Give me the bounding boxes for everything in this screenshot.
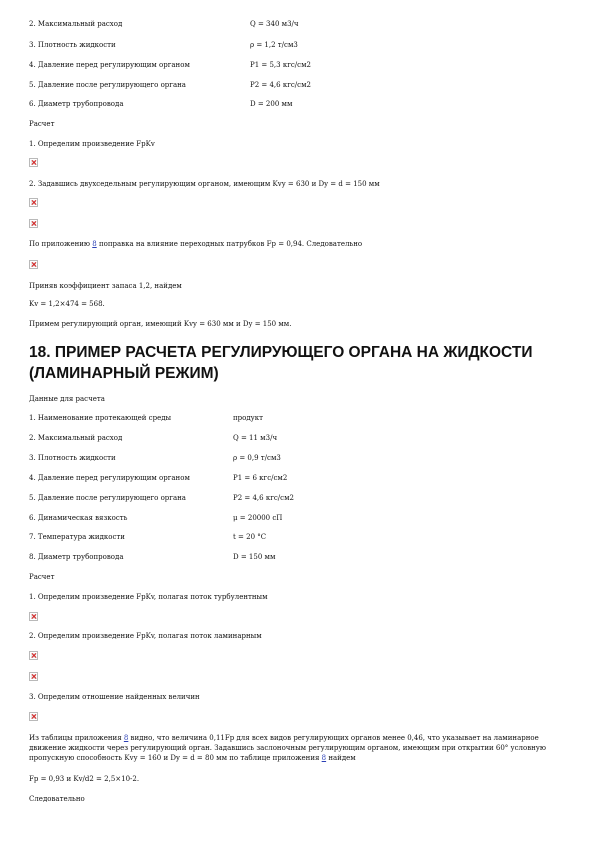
param-label: 6. Диаметр трубопровода — [29, 100, 124, 108]
step-text: 1. Определим произведение FpKv — [29, 140, 155, 148]
param-value: P1 = 5,3 кгс/см2 — [250, 61, 311, 69]
broken-image-icon — [29, 158, 38, 167]
broken-image-icon — [29, 260, 38, 269]
table-paragraph: Из таблицы приложения 8 видно, что величина 0,11Fp для всех видов регулирующих органов менее 0,46, что указывает на ламинарное движение жидкости через регулирующий орган. Задавшись заслоночным регулирующим органом, имеющим при открытии 60° условную пропускную способность Kvy = 160 и Dy = d = 80 мм по таблице приложения 8 найдем — [29, 734, 547, 762]
param-label: 7. Температура жидкости — [29, 533, 125, 541]
calc-label: Расчет — [29, 573, 55, 581]
fp-text: Fp = 0,93 и Kv/d2 = 2,5×10-2. — [29, 775, 140, 783]
kv-text: Kv = 1,2×474 = 568. — [29, 300, 105, 308]
param-label: 5. Давление после регулирующего органа — [29, 81, 186, 89]
param-value: ρ = 0,9 т/см3 — [233, 454, 281, 462]
param-label: 8. Диаметр трубопровода — [29, 553, 124, 561]
param-label: 4. Давление перед регулирующим органом — [29, 474, 190, 482]
margin-text: Приняв коэффициент запаса 1,2, найдем — [29, 282, 182, 290]
calc-label: Расчет — [29, 120, 55, 128]
hence-text: Следовательно — [29, 795, 85, 803]
section-heading: 18. ПРИМЕР РАСЧЕТА РЕГУЛИРУЮЩЕГО ОРГАНА НА ЖИДКОСТИ (ЛАМИНАРНЫЙ РЕЖИМ) — [29, 344, 533, 382]
param-value: t = 20 °С — [233, 533, 267, 541]
param-value: P1 = 6 кгс/см2 — [233, 474, 288, 482]
param-label: 5. Давление после регулирующего органа — [29, 494, 186, 502]
appendix-link[interactable]: 8 — [321, 754, 327, 762]
appendix-link[interactable]: 8 — [92, 240, 97, 248]
param-label: 3. Плотность жидкости — [29, 454, 116, 462]
param-value: продукт — [233, 414, 264, 422]
step-text: 2. Определим произведение FpKv, полагая поток ламинарным — [29, 632, 262, 640]
param-label: 4. Давление перед регулирующим органом — [29, 61, 190, 69]
data-title: Данные для расчета — [29, 395, 105, 403]
param-value: P2 = 4,6 кгс/см2 — [250, 81, 311, 89]
broken-image-icon — [29, 612, 38, 621]
step-text: 3. Определим отношение найденных величин — [29, 693, 200, 701]
broken-image-icon — [29, 672, 38, 681]
broken-image-icon — [29, 198, 38, 207]
param-value: P2 = 4,6 кгс/см2 — [233, 494, 294, 502]
param-value: μ = 20000 сП — [233, 514, 283, 522]
param-label: 3. Плотность жидкости — [29, 41, 116, 49]
accept-text: Примем регулирующий орган, имеющий Kvy = 630 мм и Dy = 150 мм. — [29, 320, 292, 328]
param-label: 2. Максимальный расход — [29, 20, 123, 28]
param-value: D = 200 мм — [250, 100, 293, 108]
appendix-link[interactable]: 8 — [123, 734, 129, 742]
appendix-text: По приложению 8 поправка на влияние переходных патрубков Fp = 0,94. Следовательно — [29, 240, 363, 248]
broken-image-icon — [29, 712, 38, 721]
param-value: Q = 11 м3/ч — [233, 434, 278, 442]
param-value: D = 150 мм — [233, 553, 276, 561]
step-text: 2. Задавшись двухседельным регулирующим органом, имеющим Kvy = 630 и Dy = d = 150 мм — [29, 180, 380, 188]
step-text: 1. Определим произведение FpKv, полагая поток турбулентным — [29, 593, 268, 601]
param-value: Q = 340 м3/ч — [250, 20, 299, 28]
param-label: 2. Максимальный расход — [29, 434, 123, 442]
param-value: ρ = 1,2 т/см3 — [250, 41, 298, 49]
param-label: 1. Наименование протекающей среды — [29, 414, 172, 422]
param-label: 6. Динамическая вязкость — [29, 514, 128, 522]
broken-image-icon — [29, 219, 38, 228]
broken-image-icon — [29, 651, 38, 660]
